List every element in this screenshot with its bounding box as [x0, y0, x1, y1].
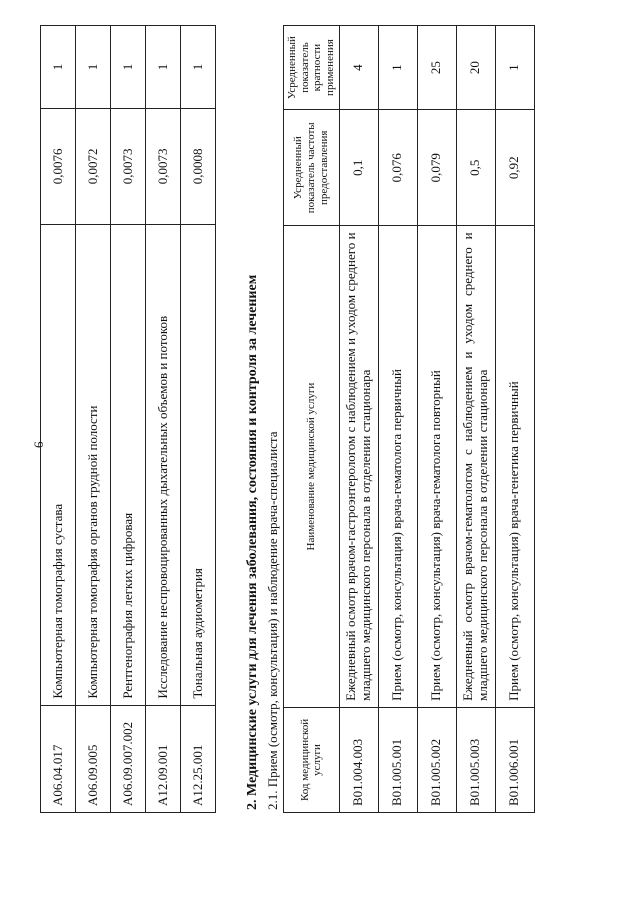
table-row [378, 26, 417, 813]
table-row [456, 26, 495, 813]
table-row [417, 26, 456, 813]
cell-freq: 0,0073 [111, 108, 146, 224]
section-2-title: 2. Медицинские услуги для лечения заболевания, состояния и контроля за лечением [245, 274, 260, 810]
cell-mult: 1 [41, 26, 76, 109]
cell-code: B01.005.001 [378, 707, 417, 812]
cell-name: Рентгенография легких цифровая [111, 224, 146, 705]
cell-freq: 0,1 [339, 110, 378, 226]
cell-mult: 25 [417, 26, 456, 110]
cell-freq: 0,92 [495, 110, 534, 226]
cell-mult: 20 [456, 26, 495, 110]
cell-mult: 4 [339, 26, 378, 110]
header-mult: Усредненный показатель кратности применения [284, 26, 340, 110]
cell-code: B01.005.003 [456, 707, 495, 812]
cell-mult: 1 [495, 26, 534, 110]
cell-mult: 1 [76, 26, 111, 109]
cell-code: A06.09.005 [76, 705, 111, 812]
cell-freq: 0,079 [417, 110, 456, 226]
services-table-2 [283, 25, 535, 813]
cell-code: A06.04.017 [41, 705, 76, 812]
table-row [339, 26, 378, 813]
table-row [146, 26, 181, 813]
table-header-row [284, 26, 340, 813]
cell-name: Ежедневный осмотр врачом-гастроэнтерологом с наблюдением и уходом среднего и младшего медицинского персонала в отделении стационара [339, 226, 378, 707]
cell-freq: 0,0073 [146, 108, 181, 224]
table-row [111, 26, 146, 813]
cell-code: B01.006.001 [495, 707, 534, 812]
cell-code: A12.25.001 [181, 705, 216, 812]
cell-freq: 0,0076 [41, 108, 76, 224]
cell-code: A12.09.001 [146, 705, 181, 812]
cell-freq: 0,0072 [76, 108, 111, 224]
table-row [181, 26, 216, 813]
cell-freq: 0,0008 [181, 108, 216, 224]
cell-name: Тональная аудиометрия [181, 224, 216, 705]
header-freq: Усредненный показатель частоты предоставления [284, 110, 340, 226]
cell-freq: 0,076 [378, 110, 417, 226]
cell-code: B01.004.003 [339, 707, 378, 812]
table-row [76, 26, 111, 813]
cell-mult: 1 [181, 26, 216, 109]
cell-code: B01.005.002 [417, 707, 456, 812]
cell-mult: 1 [111, 26, 146, 109]
services-table-1 [40, 25, 216, 813]
page-number: 6 [31, 441, 46, 448]
cell-code: A06.09.007.002 [111, 705, 146, 812]
table-row [495, 26, 534, 813]
cell-name: Прием (осмотр, консультация) врача-гематолога первичный [378, 226, 417, 707]
cell-name: Ежедневный осмотр врачом-гематологом с наблюдением и уходом среднего и младшего медицинского персонала в отделении стационара [456, 226, 495, 707]
cell-name: Компьютерная томография сустава [41, 224, 76, 705]
header-code: Код медицинской услуги [284, 707, 340, 812]
cell-freq: 0,5 [456, 110, 495, 226]
cell-mult: 1 [378, 26, 417, 110]
table-row [41, 26, 76, 813]
cell-mult: 1 [146, 26, 181, 109]
header-name: Наименование медицинской услуги [284, 226, 340, 707]
cell-name: Исследование неспровоцированных дыхательных объемов и потоков [146, 224, 181, 705]
cell-name: Компьютерная томография органов грудной полости [76, 224, 111, 705]
section-2-1-subtitle: 2.1. Прием (осмотр, консультация) и наблюдение врача-специалиста [265, 431, 280, 810]
cell-name: Прием (осмотр, консультация) врача-гематолога повторный [417, 226, 456, 707]
cell-name: Прием (осмотр, консультация) врача-генетика первичный [495, 226, 534, 707]
